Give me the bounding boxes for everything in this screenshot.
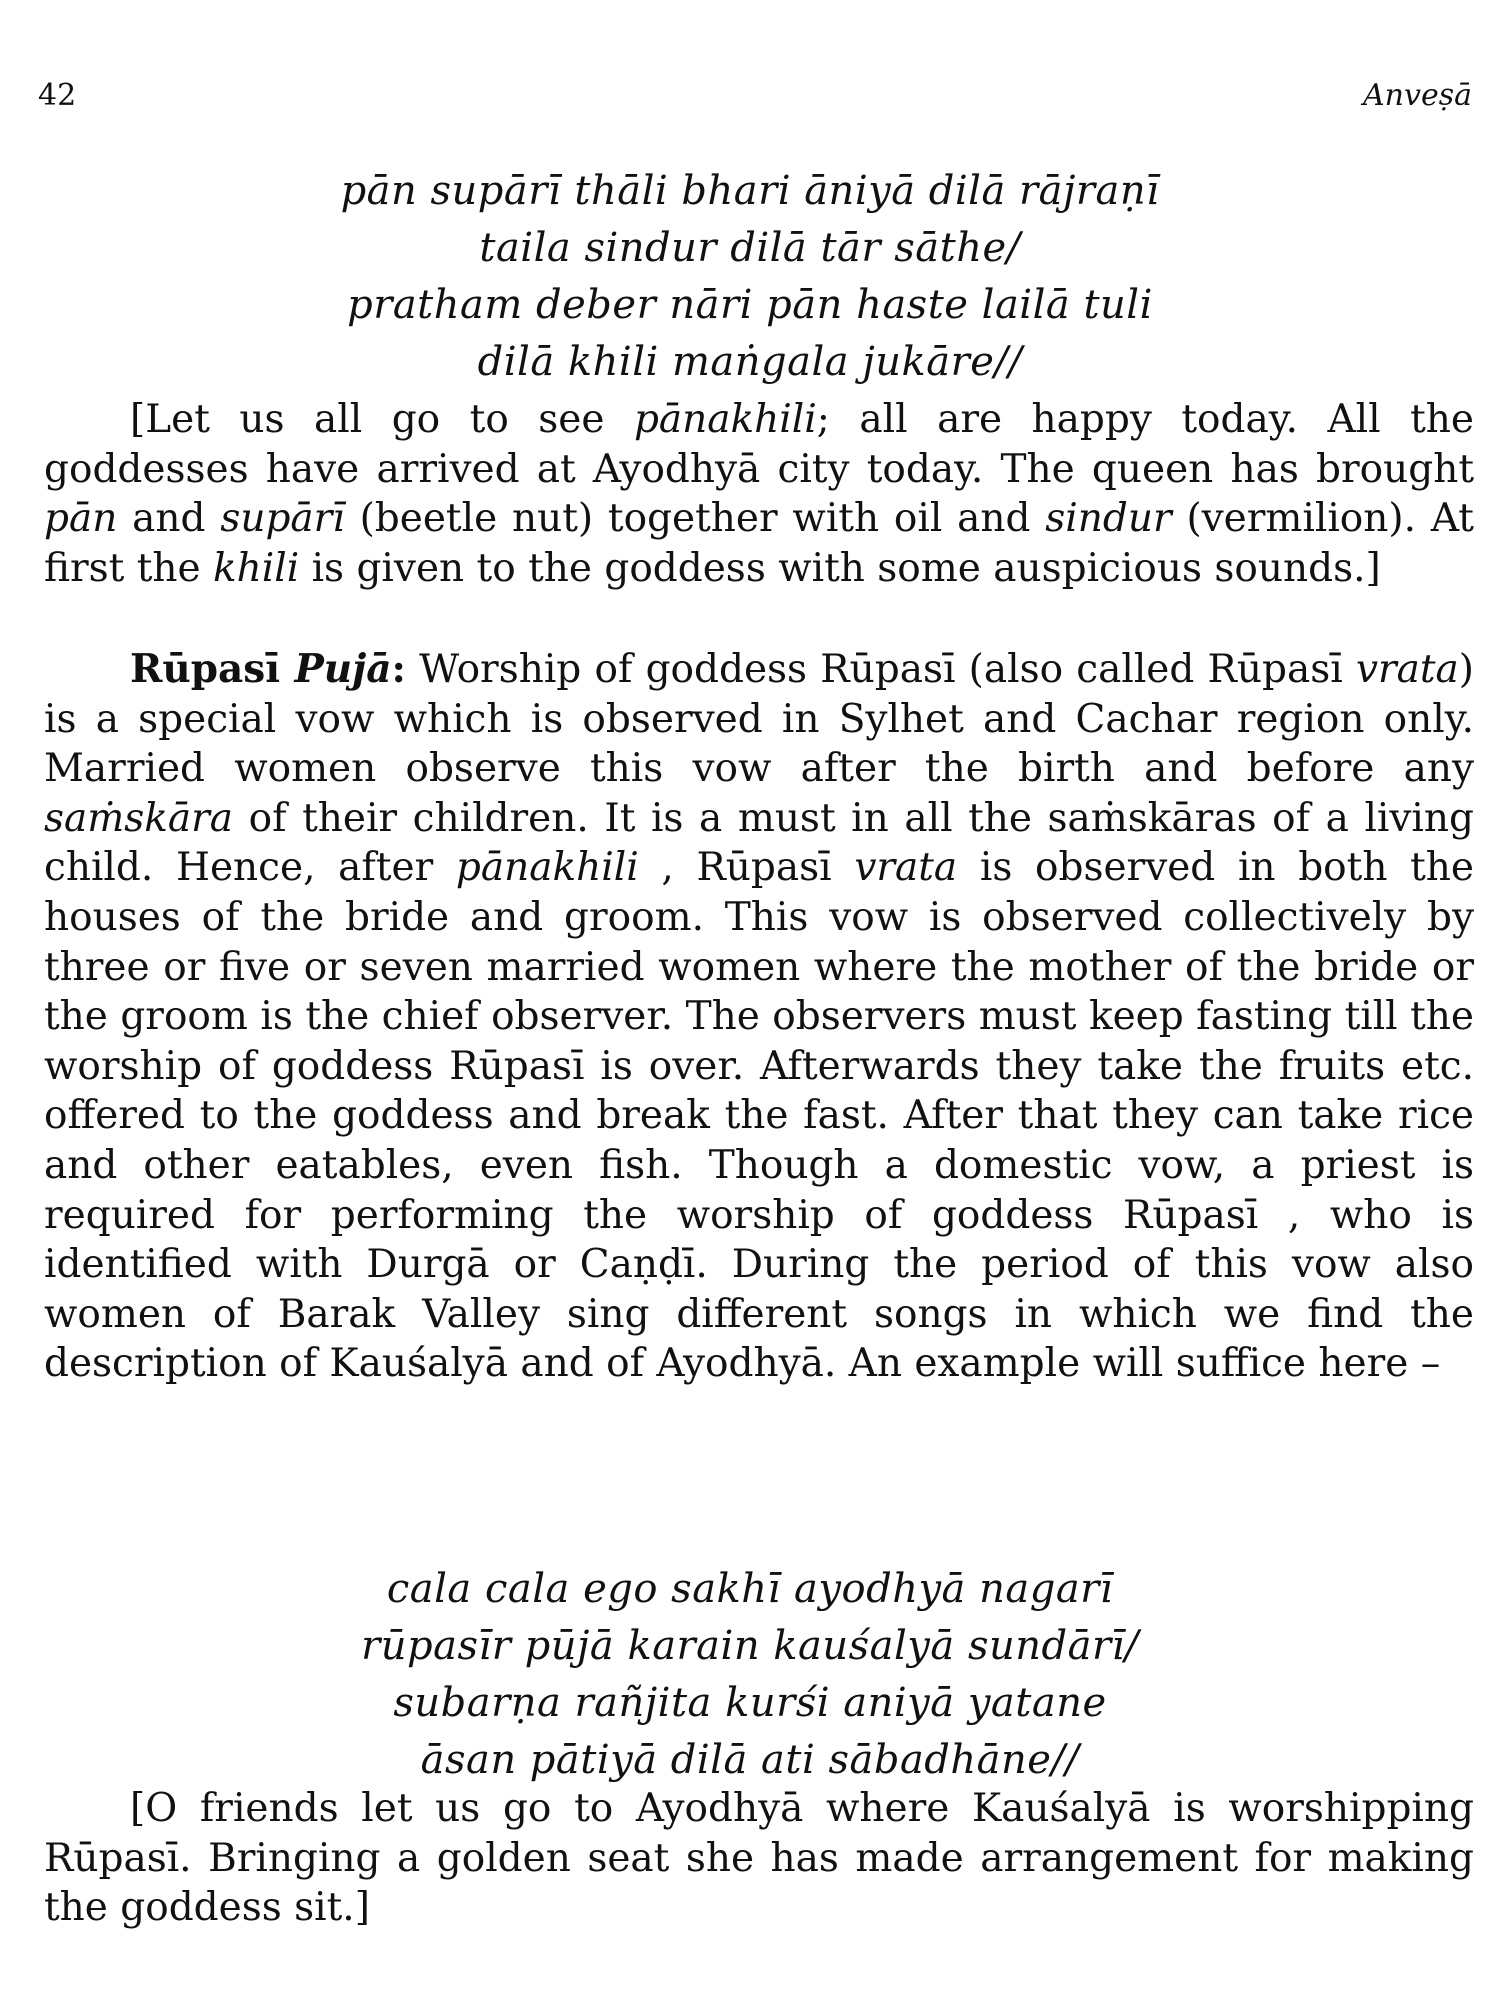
verse-line: cala cala ego sakhī ayodhyā nagarī	[386, 1566, 1114, 1612]
verse-line: taila sindur dilā tār sāthe/	[479, 225, 1021, 271]
verse-line: dilā khili maṅgala jukāre//	[477, 339, 1023, 385]
verse-line: subarṇa rañjita kurśi aniyā yatane	[393, 1680, 1107, 1726]
translation-paragraph-2: [O friends let us go to Ayodhyā where Kauśalyā is worshipping Rūpasī. Bringing a golden seat she has made arrangement for making the goddess sit.]	[44, 1786, 1474, 1931]
page-number: 42	[38, 78, 77, 113]
verse-line: pān supārī thāli bhari āniyā dilā rājraṇī	[340, 168, 1160, 214]
verse-block-2	[0, 1561, 1500, 1789]
running-title: Anveṣā	[1363, 78, 1472, 113]
rupasi-puja-paragraph: Rūpasī Pujā: Worship of goddess Rūpasī (also called Rūpasī vrata) is a special vow which is observed in Sylhet and Cachar region only. Married women observe this vow after the birth and before any saṁskāra of their children. It is a must in all the saṁskāras of a living child. Hence, after pānakhili , Rūpasī vrata is observed in both the houses of the bride and groom. This vow is observed collectively by three or five or seven married women where the mother of the bride or the groom is the chief observer. The observers must keep fasting till the worship of goddess Rūpasī is over. Afterwards they take the fruits etc. offered to the goddess and break the fast. After that they can take rice and other eatables, even fish. Though a domestic vow, a priest is required for performing the worship of goddess Rūpasī , who is identified with Durgā or Caṇḍī. During the period of this vow also women of Barak Valley sing different songs in which we find the description of Kauśalyā and of Ayodhyā. An example will suffice here –	[44, 646, 1475, 1387]
section-heading: Rūpasī Pujā:	[130, 646, 406, 692]
verse-block-1	[0, 163, 1500, 391]
translation-paragraph-1: [Let us all go to see pānakhili; all are happy today. All the goddesses have arrived at Ayodhyā city today. The queen has brought pān and supārī (beetle nut) together with oil and sindur (vermilion). At first the khili is given to the goddess with some auspicious sounds.]	[44, 397, 1474, 591]
verse-line: rūpasīr pūjā karain kauśalyā sundārī/	[361, 1623, 1139, 1669]
verse-line: āsan pātiyā dilā ati sābadhāne//	[420, 1737, 1080, 1783]
verse-line: pratham deber nāri pān haste lailā tuli	[347, 282, 1153, 328]
